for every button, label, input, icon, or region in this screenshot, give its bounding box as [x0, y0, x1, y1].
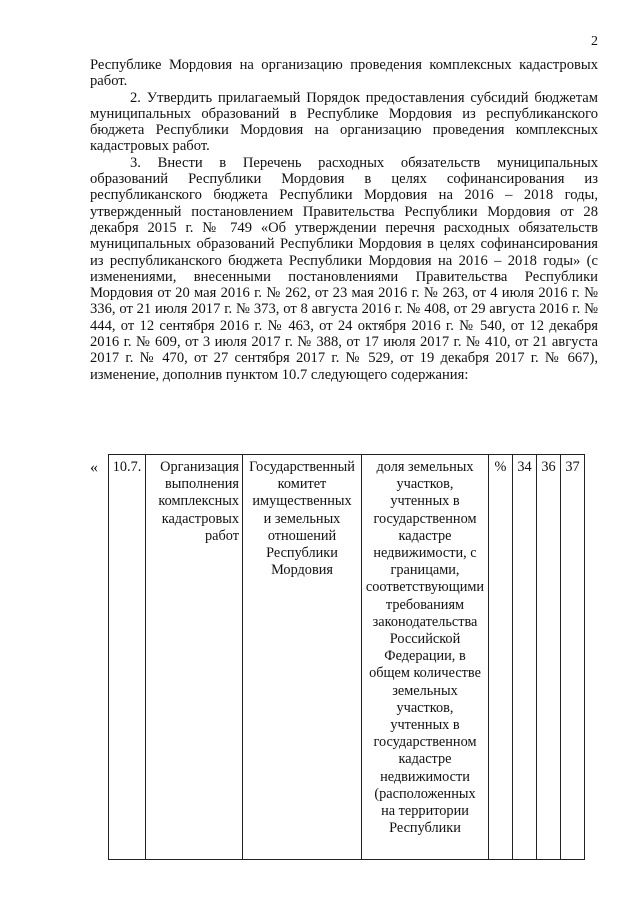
cell-line: кадастре [398, 527, 452, 544]
cell-line: на территории [381, 803, 469, 820]
cell-line: Организация [160, 459, 239, 475]
indicator-cell [362, 455, 489, 860]
body-text [90, 57, 598, 383]
cell-line: учтенных в [390, 493, 460, 510]
value-2017-cell: 36 [537, 455, 561, 860]
paragraph-item-2: 2. Утвердить прилагаемый Порядок предоставления субсидий бюджетам муниципальных образований в Республике Мордовия из республиканского бюджета Республики Мордовия на организацию проведения комплексных кадастровых работ. [90, 89, 598, 155]
cell-line: комплексных [158, 493, 239, 510]
item-number-cell: 10.7. [109, 455, 146, 860]
cell-line: отношений [267, 527, 337, 544]
opening-quote: « [90, 459, 98, 476]
amendment-table [108, 454, 585, 860]
cell-line: Мордовия [271, 562, 333, 579]
cell-line: Республики [266, 545, 338, 562]
cell-line: Республики [389, 820, 461, 837]
cell-line: доля земельных [376, 459, 474, 475]
cell-line: соответствующими [365, 579, 485, 596]
paragraph-continuation: Республике Мордовия на организацию проведения комплексных кадастровых работ. [90, 57, 598, 90]
table-row [109, 455, 585, 860]
cell-line: учтенных в [390, 717, 460, 734]
cell-line: Государственный [249, 459, 355, 475]
page-number: 2 [591, 34, 598, 49]
cell-line: работ [205, 527, 239, 544]
cell-line: государственном [373, 510, 477, 527]
cell-line: земельных [392, 682, 458, 699]
cell-line: Федерации, в [384, 648, 466, 665]
indicator-description [365, 459, 485, 837]
responsible-agency [246, 459, 358, 579]
obligation-name [149, 459, 239, 545]
unit-cell: % [489, 455, 513, 860]
cell-line: участков, [396, 476, 454, 493]
cell-line: (расположенных [374, 785, 476, 802]
cell-line: законодательства [372, 613, 478, 630]
cell-line: Российской [389, 631, 461, 648]
cell-line: комитет [277, 476, 327, 493]
cell-line: кадастровых [161, 510, 239, 527]
cell-line: участков, [396, 699, 454, 716]
cell-line: границами, [390, 562, 460, 579]
value-2018-cell: 37 [561, 455, 585, 860]
cell-line: общем количестве [369, 665, 481, 682]
cell-line: недвижимости, с [373, 545, 477, 562]
cell-line: кадастре [398, 751, 452, 768]
obligation-name-cell [146, 455, 243, 860]
responsible-agency-cell [243, 455, 362, 860]
cell-line: и земельных [263, 510, 341, 527]
cell-line: требованиям [385, 596, 465, 613]
paragraph-item-3: 3. Внести в Перечень расходных обязательств муниципальных образований Республики Мордовия в целях софинансирования из республиканского бюджета Республики Мордовия на 2016 – 2018 годы, утвержденный постановлением Правительства Республики Мордовия от 28 декабря 2015 г. № 749 «Об утверждении перечня расходных обязательств муниципальных образований Республики Мордовия в целях софинансирования из республиканского бюджета Республики Мордовия на 2016 – 2018 годы» (с изменениями, внесенными постановлениями Правительства Республики Мордовия от 20 мая 2016 г. № 262, от 23 мая 2016 г. № 263, от 4 июля 2016 г. № 336, от 21 июля 2017 г. № 373, от 8 августа 2016 г. № 408, от 29 августа 2016 г. № 444, от 12 сентября 2016 г. № 463, от 24 октября 2016 г. № 540, от 12 декабря 2016 г. № 609, от 3 июля 2017 г. № 388, от 17 июля 2017 г. № 410, от 21 августа 2017 г. № 470, от 27 сентября 2017 г. № 529, от 19 декабря 2017 г. № 667), изменение, дополнив пунктом 10.7 следующего содержания: [90, 154, 598, 383]
cell-line: имущественных [252, 493, 352, 510]
cell-line: государственном [373, 734, 477, 751]
value-2016-cell: 34 [513, 455, 537, 860]
cell-line: недвижимости [380, 768, 470, 785]
cell-line: выполнения [165, 476, 239, 493]
